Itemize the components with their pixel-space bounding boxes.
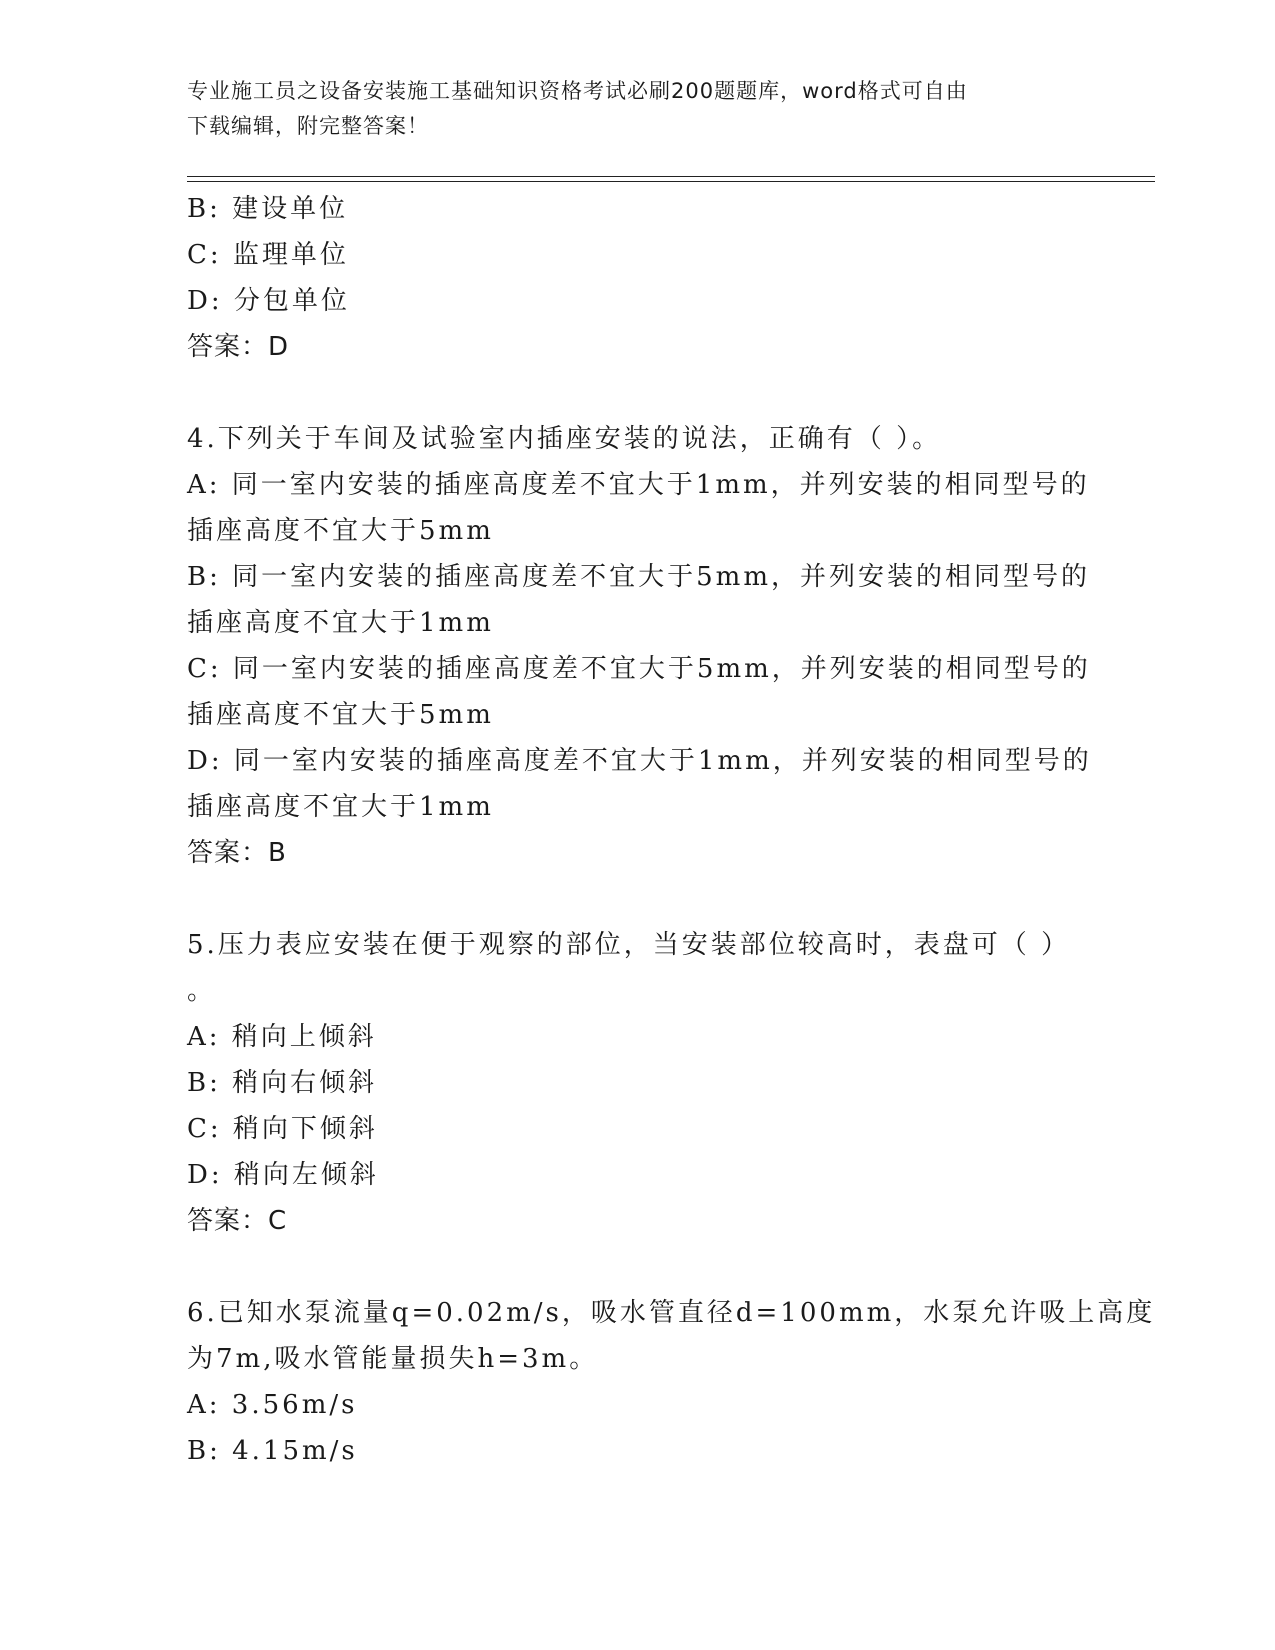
q4-option-d-line-2: 插座高度不宜大于1mm bbox=[187, 792, 494, 822]
spacer bbox=[187, 876, 1087, 922]
q4-option-b-line-2: 插座高度不宜大于1mm bbox=[187, 608, 494, 638]
q4-option-a-line-2: 插座高度不宜大于5mm bbox=[187, 516, 494, 546]
q6-stem-line-1: 6.已知水泵流量q=0.02m/s，吸水管直径d=100mm，水泵允许吸上高度 bbox=[187, 1298, 1156, 1328]
q4-option-c-line-1: C: 同一室内安装的插座高度差不宜大于5mm，并列安装的相同型号的 bbox=[187, 654, 1091, 684]
q4-option-d-line-1: D: 同一室内安装的插座高度差不宜大于1mm，并列安装的相同型号的 bbox=[187, 746, 1092, 776]
q4-answer: 答案：B bbox=[187, 838, 287, 868]
q6-stem-line-2: 为7m,吸水管能量损失h=3m。 bbox=[187, 1344, 599, 1374]
q5-stem-line-2: 。 bbox=[187, 976, 217, 1006]
q5-option-a: A: 稍向上倾斜 bbox=[187, 1022, 377, 1052]
question-4-block bbox=[187, 416, 1092, 876]
document-header bbox=[187, 74, 1067, 144]
q5-stem-line-1: 5.压力表应安装在便于观察的部位，当安装部位较高时，表盘可（ ） bbox=[187, 930, 1071, 960]
q4-stem: 4.下列关于车间及试验室内插座安装的说法，正确有（ ）。 bbox=[187, 424, 942, 454]
q5-option-c: C: 稍向下倾斜 bbox=[187, 1114, 378, 1144]
q3-option-c: C: 监理单位 bbox=[187, 240, 349, 270]
q5-answer: 答案：C bbox=[187, 1206, 288, 1236]
q4-option-c-line-2: 插座高度不宜大于5mm bbox=[187, 700, 494, 730]
header-divider-top bbox=[187, 176, 1155, 177]
q6-option-a: A: 3.56m/s bbox=[187, 1390, 358, 1420]
q3-option-b: B: 建设单位 bbox=[187, 194, 349, 224]
question-3-block bbox=[187, 186, 1087, 370]
question-5-block bbox=[187, 922, 1087, 1244]
spacer bbox=[187, 370, 1087, 416]
q4-option-a-line-1: A: 同一室内安装的插座高度差不宜大于1mm，并列安装的相同型号的 bbox=[187, 470, 1090, 500]
spacer bbox=[187, 1244, 1087, 1290]
q3-answer: 答案：D bbox=[187, 332, 290, 362]
q5-option-d: D: 稍向左倾斜 bbox=[187, 1160, 379, 1190]
q5-option-b: B: 稍向右倾斜 bbox=[187, 1068, 378, 1098]
q6-option-b: B: 4.15m/s bbox=[187, 1436, 358, 1466]
header-line-2: 下载编辑，附完整答案！ bbox=[187, 114, 429, 138]
header-divider-bottom bbox=[187, 181, 1155, 182]
q4-option-b-line-1: B: 同一室内安装的插座高度差不宜大于5mm，并列安装的相同型号的 bbox=[187, 562, 1090, 592]
question-6-block bbox=[187, 1290, 1156, 1474]
header-line-1: 专业施工员之设备安装施工基础知识资格考试必刷200题题库，word格式可自由 bbox=[187, 79, 968, 103]
question-content bbox=[187, 186, 1156, 1474]
q3-option-d: D: 分包单位 bbox=[187, 286, 350, 316]
